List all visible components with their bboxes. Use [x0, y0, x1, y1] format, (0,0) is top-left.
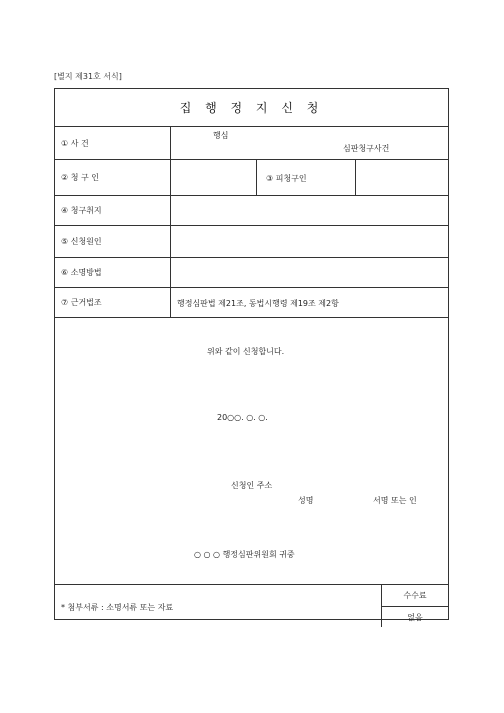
respondent-label: ③ 피청구인 [266, 174, 307, 183]
fee-label: 수수료 [382, 585, 448, 607]
case-row [55, 127, 448, 160]
requester-row [55, 160, 448, 196]
form-title: 집 행 정 지 신 청 [179, 101, 324, 115]
basis-value: 행정심판법 제21조, 동법시행령 제19조 제2항 [177, 299, 339, 308]
title-row [55, 89, 448, 127]
case-value-prefix: 행심 [213, 131, 229, 140]
applicant-address-label: 신청인 주소 [231, 481, 273, 490]
signature-label: 서명 또는 인 [373, 496, 417, 505]
basis-row [55, 288, 448, 318]
attachments-text: * 첨부서류 : 소명서류 또는 자료 [61, 603, 174, 612]
declaration-text: 위와 같이 신청합니다. [207, 347, 285, 356]
basis-label: ⑦ 근거법조 [55, 288, 171, 317]
form-reference: [별지 제31호 서식] [54, 72, 122, 81]
requester-label: ② 청 구 인 [55, 160, 171, 195]
stay-of-execution-form [54, 88, 449, 620]
statement-block [55, 318, 448, 585]
reason-label: ⑤ 신청원인 [55, 226, 171, 257]
case-value-suffix: 심판청구사건 [343, 144, 390, 153]
proof-label: ⑥ 소명방법 [55, 258, 171, 287]
fee-column [381, 585, 448, 627]
purpose-label: ④ 청구취지 [55, 196, 171, 225]
purpose-row [55, 196, 448, 226]
case-label: ① 사 건 [55, 127, 171, 159]
proof-row [55, 258, 448, 288]
requester-divider [256, 160, 257, 195]
reason-row [55, 226, 448, 258]
date-text: 20○○. ○. ○. [217, 413, 268, 422]
footer-row [55, 585, 448, 627]
recipient-text: ○ ○ ○ 행정심판위원회 귀중 [194, 550, 295, 559]
respondent-divider [355, 160, 356, 195]
name-label: 성명 [298, 496, 314, 505]
fee-value: 없음 [407, 612, 423, 622]
